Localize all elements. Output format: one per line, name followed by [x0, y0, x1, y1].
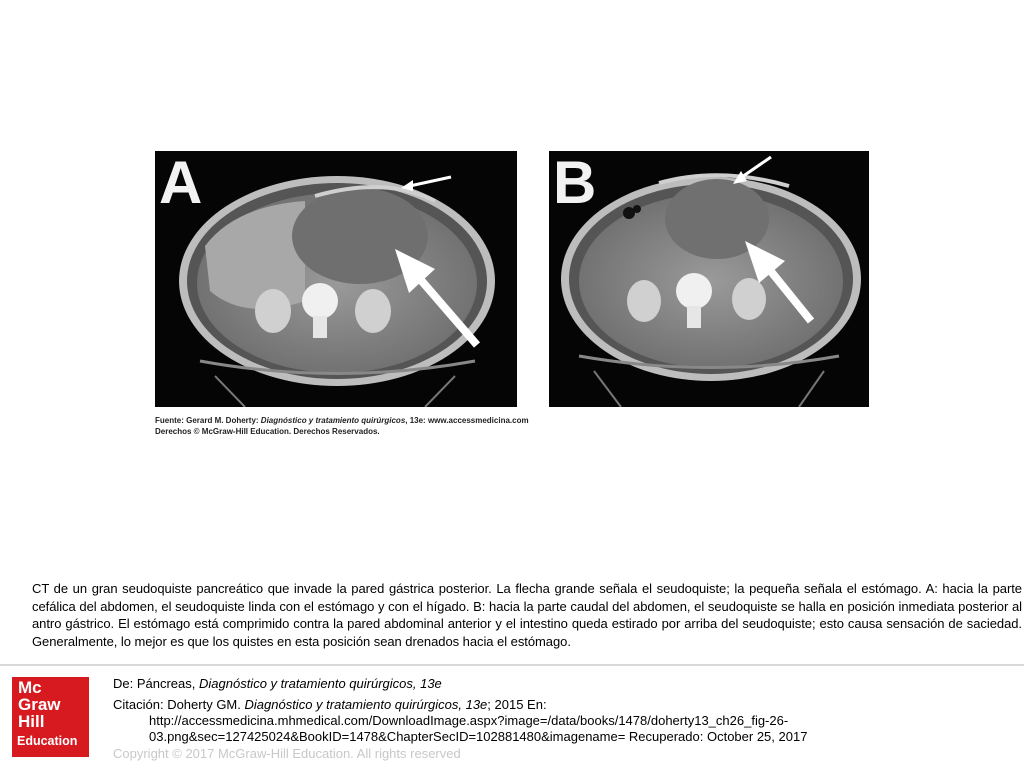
citation — [113, 697, 873, 745]
mcgraw-hill-logo — [12, 677, 89, 757]
figure-credit — [155, 415, 869, 437]
ct-panel-a — [155, 151, 517, 407]
credit-prefix: Fuente: Gerard M. Doherty: — [155, 416, 261, 425]
citation-prefix: Citación: Doherty GM. — [113, 697, 245, 712]
source-from-prefix: De: Páncreas, — [113, 676, 199, 691]
panel-b-label: B — [553, 151, 597, 216]
panel-a-label: A — [159, 151, 203, 216]
credit-suffix: , 13e: www.accessmedicina.com — [405, 416, 529, 425]
footer-divider — [0, 664, 1024, 666]
logo-line-education: Education — [17, 734, 78, 748]
logo-line-mc: Mc — [18, 678, 42, 697]
ct-scan-a-image — [155, 151, 517, 407]
citation-book: Diagnóstico y tratamiento quirúrgicos, 13e — [244, 697, 488, 712]
citation-suffix: ; 2015 En: — [487, 697, 547, 712]
logo-line-hill: Hill — [18, 712, 45, 731]
figure-credit-line2: Derechos © McGraw-Hill Education. Derechos Reservados. — [155, 427, 380, 436]
citation-url[interactable]: http://accessmedicina.mhmedical.com/DownloadImage.aspx?image=/data/books/1478/doherty13_ch26_fig-26-03.png&sec=127425024&BookID=1478&ChapterSecID=102881480&imagename= Recuperado: October 25, 2017 — [149, 713, 808, 744]
copyright-notice: Copyright © 2017 McGraw-Hill Education. All rights reserved — [113, 746, 461, 761]
figure-credit-line1 — [155, 415, 869, 426]
ct-scan-b-image — [549, 151, 869, 407]
ct-figure — [155, 151, 869, 439]
logo-line-graw: Graw — [18, 695, 61, 714]
source-from-book: Diagnóstico y tratamiento quirúrgicos, 13e — [199, 676, 442, 691]
figure-caption: CT de un gran seudoquiste pancreático que invade la pared gástrica posterior. La flecha grande señala el seudoquiste; la pequeña señala el estómago. A: hacia la parte cefálica del abdomen, el seudoquiste linda con el estómago y con el hígado. B: hacia la parte caudal del abdomen, el seudoquiste se halla en posición inmediata posterior al antro gástrico. El estómago está comprimido contra la pared abdominal anterior y el intestino queda estirado por arriba del seudoquiste; esto causa sensación de saciedad. Generalmente, lo mejor es que los quistes en esta posición sean drenados hacia el estómago. — [32, 581, 1022, 649]
credit-book: Diagnóstico y tratamiento quirúrgicos — [260, 416, 406, 425]
source-from — [113, 676, 442, 692]
ct-panel-b — [549, 151, 869, 407]
